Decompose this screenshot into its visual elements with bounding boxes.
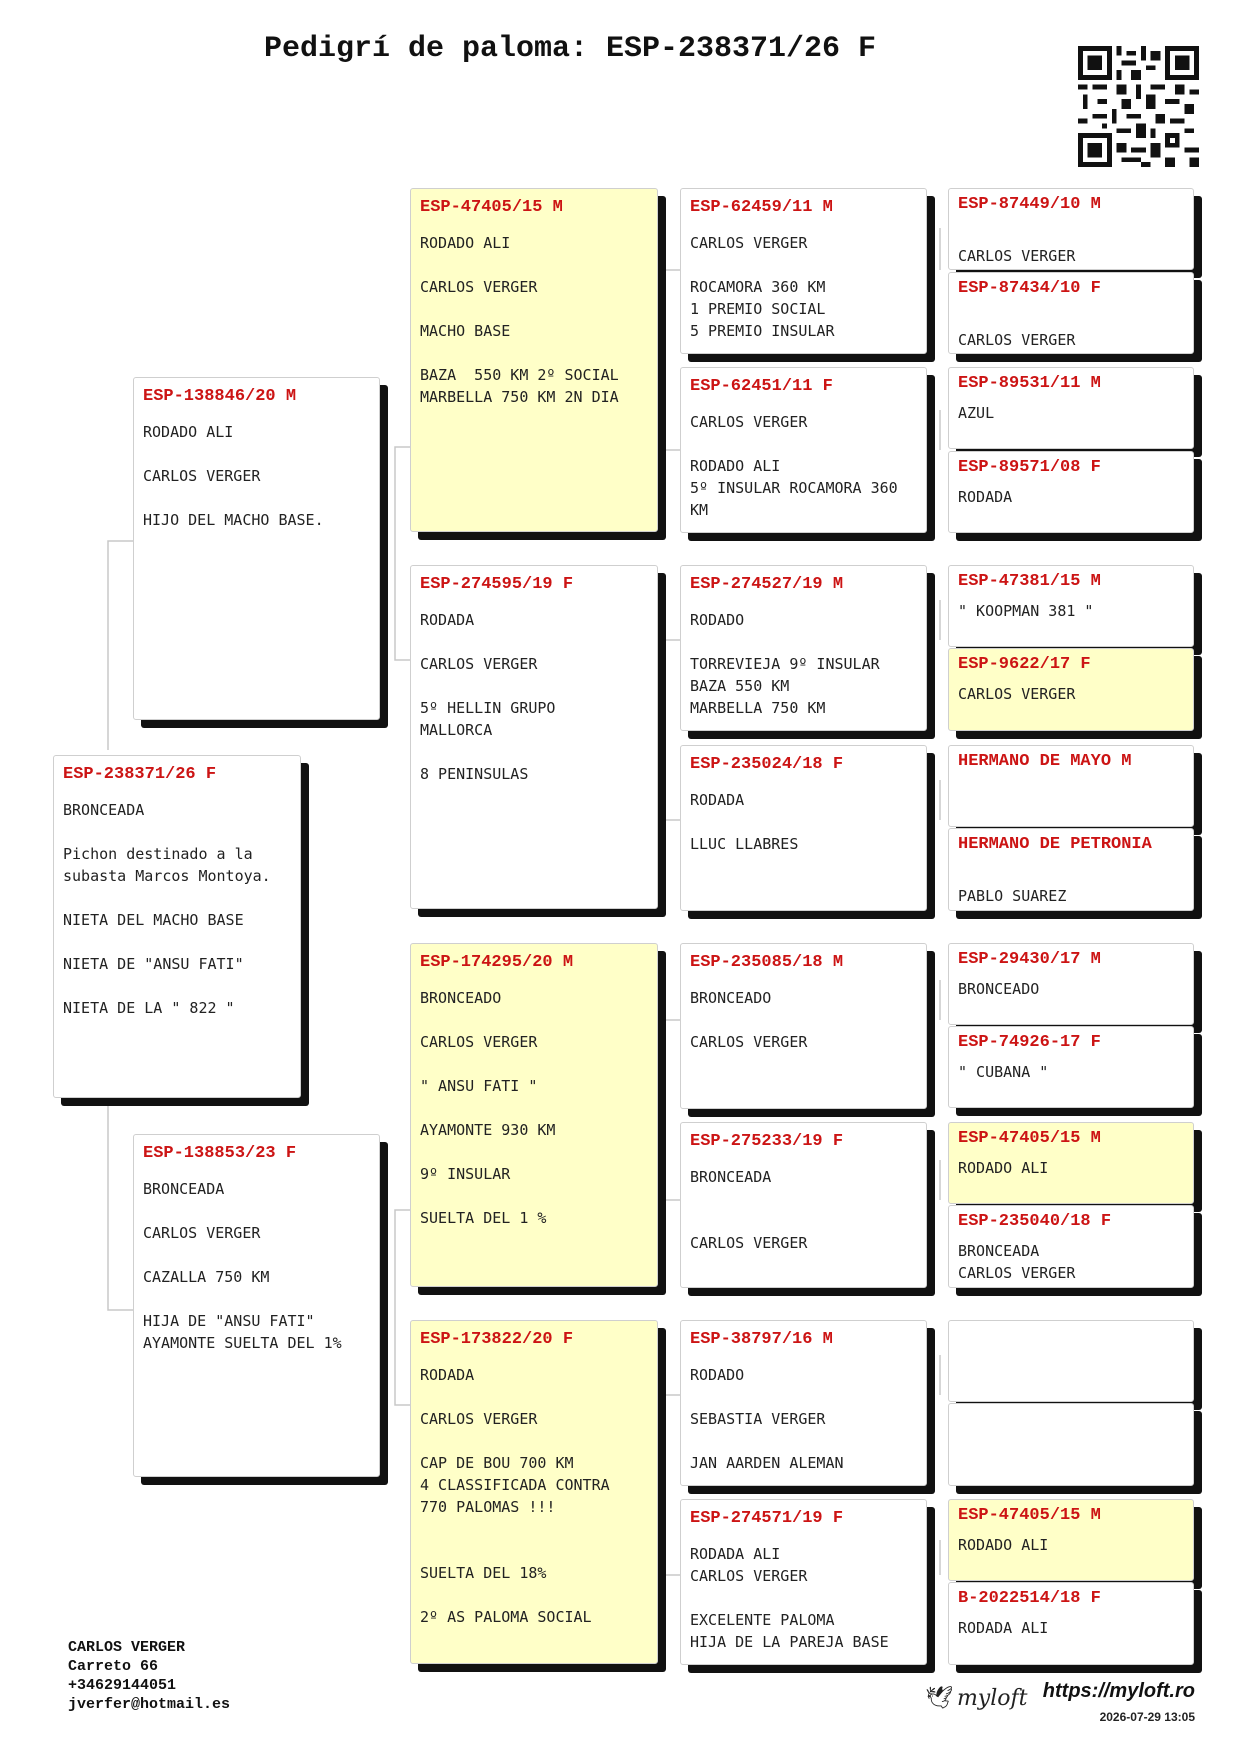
gen5-card[interactable]: [948, 1499, 1194, 1581]
pigeon-id: ESP-62451/11 F: [690, 377, 833, 396]
pigeon-notes: RODADO ALI: [958, 1159, 1049, 1177]
pigeon-id: ESP-174295/20 M: [420, 953, 574, 972]
pigeon-id: ESP-74926-17 F: [958, 1033, 1101, 1052]
gen5-card[interactable]: [948, 745, 1194, 827]
pigeon-notes: RODADO ALI: [958, 1536, 1049, 1554]
pigeon-id: ESP-87449/10 M: [958, 195, 1101, 214]
owner-contact: [68, 1638, 230, 1714]
pigeon-notes: RODADA LLUC LLABRES: [690, 791, 799, 853]
pigeon-notes: BRONCEADO CARLOS VERGER " ANSU FATI " AYAMONTE 930 KM 9º INSULAR SUELTA DEL 1 %: [420, 989, 556, 1227]
gen5-card[interactable]: [948, 188, 1194, 270]
pigeon-notes: BRONCEADA Pichon destinado a la subasta Marcos Montoya. NIETA DEL MACHO BASE NIETA DE "ANSU FATI" NIETA DE LA " 822 ": [63, 801, 271, 1017]
pigeon-id: HERMANO DE MAYO M: [958, 752, 1132, 771]
page-title: Pedigrí de paloma: ESP-238371/26 F: [263, 32, 877, 66]
gen5-card[interactable]: [948, 1026, 1194, 1108]
gen4-card[interactable]: [680, 1122, 927, 1288]
gen5-card[interactable]: [948, 565, 1194, 647]
gen5-card[interactable]: [948, 943, 1194, 1025]
pigeon-notes: RODADA CARLOS VERGER 5º HELLIN GRUPO MALLORCA 8 PENINSULAS: [420, 611, 556, 783]
subject-card[interactable]: [53, 755, 301, 1098]
pigeon-id: ESP-47405/15 M: [958, 1506, 1101, 1525]
pigeon-notes: CARLOS VERGER: [958, 685, 1076, 703]
pigeon-notes: RODADO SEBASTIA VERGER JAN AARDEN ALEMAN: [690, 1366, 844, 1472]
pigeon-id: ESP-173822/20 F: [420, 1330, 574, 1349]
gen5-card[interactable]: [948, 1320, 1194, 1402]
pigeon-id: ESP-235040/18 F: [958, 1212, 1112, 1231]
brand-logo-text: myloft: [956, 1686, 1028, 1711]
gen5-card[interactable]: [948, 1582, 1194, 1665]
gen3-card[interactable]: [410, 1320, 658, 1664]
pigeon-notes: RODADO TORREVIEJA 9º INSULAR BAZA 550 KM MARBELLA 750 KM: [690, 611, 880, 717]
pigeon-notes: CARLOS VERGER: [958, 247, 1076, 265]
pigeon-id: ESP-47405/15 M: [420, 198, 563, 217]
gen5-card[interactable]: [948, 1403, 1194, 1486]
pigeon-notes: " CUBANA ": [958, 1063, 1049, 1081]
gen4-card[interactable]: [680, 565, 927, 731]
owner-address: Carreto 66: [68, 1658, 159, 1675]
pigeon-id: ESP-235024/18 F: [690, 755, 844, 774]
pigeon-notes: AZUL: [958, 404, 995, 422]
pigeon-notes: RODADA ALI: [958, 1619, 1049, 1637]
owner-phone: +34629144051: [68, 1677, 177, 1694]
gen5-card[interactable]: [948, 1122, 1194, 1204]
pigeon-notes: CARLOS VERGER: [958, 331, 1076, 349]
gen5-card[interactable]: [948, 828, 1194, 911]
pigeon-id: ESP-87434/10 F: [958, 279, 1101, 298]
gen4-card[interactable]: [680, 367, 927, 533]
gen5-card[interactable]: [948, 1205, 1194, 1288]
pigeon-id: HERMANO DE PETRONIA: [958, 835, 1152, 854]
gen4-card[interactable]: [680, 745, 927, 911]
pigeon-notes: " KOOPMAN 381 ": [958, 602, 1094, 620]
dam-card[interactable]: [133, 1134, 380, 1477]
pigeon-id: ESP-138846/20 M: [143, 387, 297, 406]
pigeon-id: ESP-274595/19 F: [420, 575, 574, 594]
pigeon-notes: BRONCEADO: [958, 980, 1040, 998]
gen4-card[interactable]: [680, 1320, 927, 1486]
pigeon-notes: BRONCEADA CARLOS VERGER: [690, 1168, 808, 1252]
myloft-logo: [925, 1686, 1028, 1711]
pigeon-id: ESP-47405/15 M: [958, 1129, 1101, 1148]
pigeon-id: ESP-47381/15 M: [958, 572, 1101, 591]
pigeon-id: ESP-89531/11 M: [958, 374, 1101, 393]
pigeon-notes: BRONCEADO CARLOS VERGER: [690, 989, 808, 1051]
gen5-card[interactable]: [948, 451, 1194, 533]
pigeon-id: ESP-138853/23 F: [143, 1144, 297, 1163]
pigeon-notes: PABLO SUAREZ: [958, 887, 1067, 905]
pigeon-id: ESP-9622/17 F: [958, 655, 1091, 674]
pigeon-id: ESP-29430/17 M: [958, 950, 1101, 969]
owner-email[interactable]: jverfer@hotmail.es: [68, 1696, 231, 1713]
pigeon-notes: CARLOS VERGER ROCAMORA 360 KM 1 PREMIO SOCIAL 5 PREMIO INSULAR: [690, 234, 835, 340]
sire-card[interactable]: [133, 377, 380, 720]
pigeon-notes: RODADO ALI CARLOS VERGER MACHO BASE BAZA 550 KM 2º SOCIAL MARBELLA 750 KM 2N DIA: [420, 234, 619, 406]
pigeon-notes: RODADA: [958, 488, 1013, 506]
gen4-card[interactable]: [680, 943, 927, 1109]
gen5-card[interactable]: [948, 648, 1194, 731]
pigeon-id: B-2022514/18 F: [958, 1589, 1101, 1608]
owner-name: CARLOS VERGER: [68, 1639, 186, 1656]
brand-footer: [925, 1680, 1195, 1740]
gen3-card[interactable]: [410, 188, 658, 532]
bird-icon: 🕊: [925, 1686, 953, 1711]
gen5-card[interactable]: [948, 367, 1194, 449]
pigeon-id: ESP-274527/19 M: [690, 575, 844, 594]
gen4-card[interactable]: [680, 1499, 927, 1665]
pigeon-notes: RODADA ALI CARLOS VERGER EXCELENTE PALOMA HIJA DE LA PAREJA BASE: [690, 1545, 889, 1651]
gen4-card[interactable]: [680, 188, 927, 354]
gen5-card[interactable]: [948, 272, 1194, 354]
pigeon-id: ESP-38797/16 M: [690, 1330, 833, 1349]
brand-url[interactable]: https://myloft.ro: [1042, 1680, 1195, 1702]
gen3-card[interactable]: [410, 943, 658, 1287]
pigeon-id: ESP-62459/11 M: [690, 198, 833, 217]
print-timestamp: 2026-07-29 13:05: [1099, 1710, 1195, 1724]
pigeon-id: ESP-274571/19 F: [690, 1509, 844, 1528]
pigeon-notes: RODADA CARLOS VERGER CAP DE BOU 700 KM 4 CLASSIFICADA CONTRA 770 PALOMAS !!! SUELTA DEL 18% 2º AS PALOMA SOCIAL: [420, 1366, 610, 1626]
pigeon-notes: BRONCEADA CARLOS VERGER CAZALLA 750 KM HIJA DE "ANSU FATI" AYAMONTE SUELTA DEL 1%: [143, 1180, 342, 1352]
pigeon-id: ESP-238371/26 F: [63, 765, 217, 784]
pigeon-notes: BRONCEADA CARLOS VERGER: [958, 1242, 1076, 1282]
gen3-card[interactable]: [410, 565, 658, 909]
pigeon-notes: CARLOS VERGER RODADO ALI 5º INSULAR ROCAMORA 360 KM: [690, 413, 898, 519]
pigeon-id: ESP-275233/19 F: [690, 1132, 844, 1151]
pigeon-notes: RODADO ALI CARLOS VERGER HIJO DEL MACHO BASE.: [143, 423, 324, 529]
pigeon-id: ESP-89571/08 F: [958, 458, 1101, 477]
pigeon-id: ESP-235085/18 M: [690, 953, 844, 972]
